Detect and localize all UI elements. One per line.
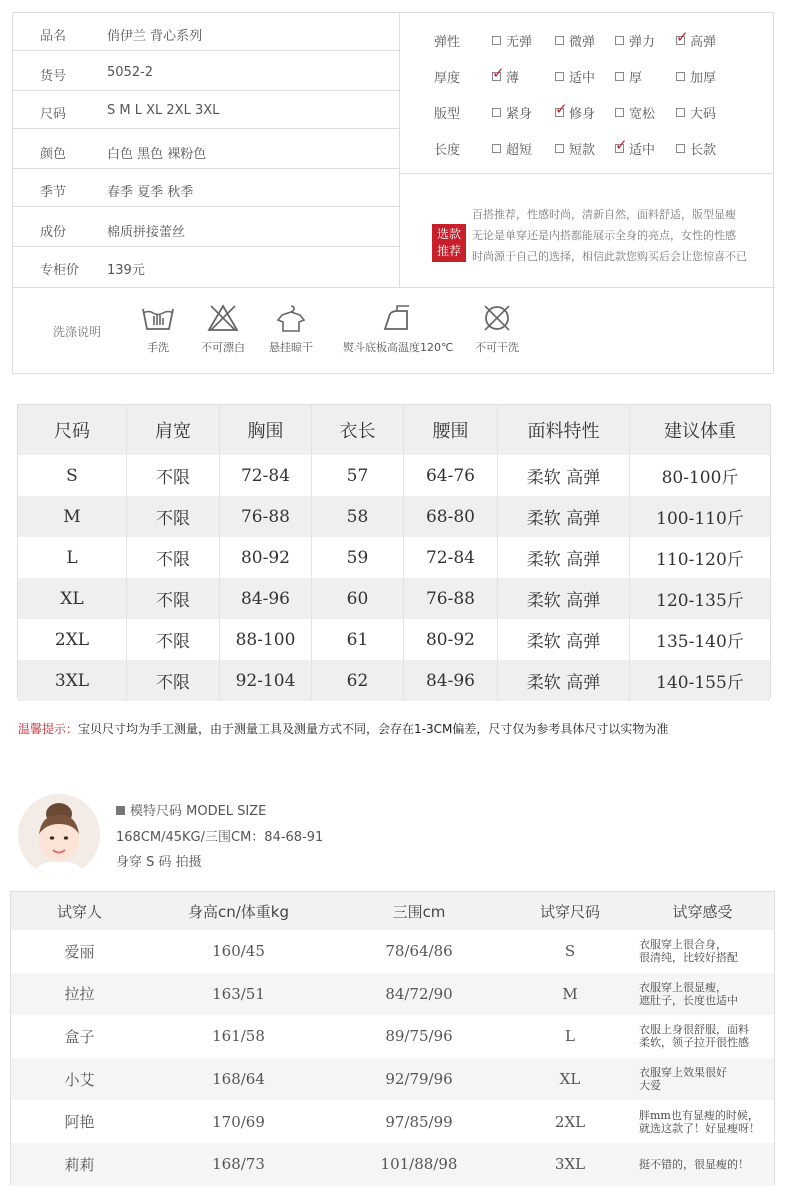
fit-feedback <box>631 1058 774 1101</box>
info-key: 季节 <box>40 185 67 200</box>
table-row <box>18 578 770 619</box>
table-row <box>18 496 770 537</box>
table-cell: 92-104 <box>220 660 312 701</box>
table-cell: 2XL <box>554 1112 586 1131</box>
table-cell: 161/58 <box>212 1027 265 1046</box>
model-shot-size: 身穿 S 码 拍摄 <box>116 855 202 870</box>
column-header: 肩宽 <box>127 405 220 455</box>
attribute-option <box>555 103 595 122</box>
table-cell: 柔软 高弹 <box>498 578 630 619</box>
attribute-key: 弹性 <box>434 35 461 50</box>
tip-text: 宝贝尺寸均为手工测量，由于测量工具及测量方式不同，会存在1-3CM偏差，尺寸仅为参考具体尺寸以实物为准 <box>78 722 669 736</box>
info-value: 春季 夏季 秋季 <box>107 185 194 200</box>
feedback-text <box>639 1023 749 1049</box>
table-cell: 72-84 <box>404 537 498 578</box>
info-key: 品名 <box>40 29 67 44</box>
column-header: 试穿人 <box>56 902 102 921</box>
attribute-option <box>555 67 595 86</box>
fit-feedback <box>631 973 774 1016</box>
option-label: 长款 <box>690 143 717 158</box>
table-cell: S <box>564 942 576 961</box>
table-row <box>11 1143 774 1186</box>
iron-icon <box>343 303 453 333</box>
wash-label: 手洗 <box>147 341 169 354</box>
table-cell: 59 <box>312 537 404 578</box>
checked-checkbox-icon <box>676 36 685 45</box>
checked-checkbox-icon <box>492 72 501 81</box>
table-cell: 莉莉 <box>64 1155 95 1174</box>
table-row <box>18 619 770 660</box>
checkbox-icon <box>555 72 564 81</box>
table-cell: 不限 <box>127 537 220 578</box>
table-row <box>18 455 770 496</box>
feedback-line: 很清纯，比较好搭配 <box>639 951 738 965</box>
table-cell: 76-88 <box>404 578 498 619</box>
no-bleach-icon <box>201 303 245 333</box>
info-row <box>13 91 399 129</box>
table-cell: 84-96 <box>220 578 312 619</box>
info-key: 货号 <box>40 69 67 84</box>
info-value: S M L XL 2XL 3XL <box>107 103 220 118</box>
table-cell: 140-155斤 <box>656 673 744 693</box>
column-header: 腰围 <box>404 405 498 455</box>
option-label: 高弹 <box>690 35 717 50</box>
hand-wash-icon <box>141 303 175 333</box>
table-cell: 170/69 <box>212 1112 265 1131</box>
table-cell: 163/51 <box>212 984 265 1003</box>
info-key: 专柜价 <box>40 263 80 278</box>
attribute-option <box>676 103 716 122</box>
checkbox-icon <box>676 108 685 117</box>
info-key: 尺码 <box>40 107 67 122</box>
recommend-badge: 选款 推荐 <box>432 224 466 262</box>
table-cell: M <box>562 984 578 1003</box>
checkbox-icon <box>615 36 624 45</box>
table-cell: 柔软 高弹 <box>498 619 630 660</box>
table-cell: 100-110斤 <box>656 509 744 529</box>
model-measurements: 168CM/45KG/三围CM：84-68-91 <box>116 830 324 845</box>
wash-label: 悬挂晾干 <box>269 341 313 354</box>
table-cell: 110-120斤 <box>656 550 744 570</box>
fit-feedback <box>631 1015 774 1058</box>
table-cell: 柔软 高弹 <box>498 660 630 701</box>
column-header: 衣长 <box>312 405 404 455</box>
info-row <box>13 247 399 285</box>
table-row <box>11 1015 774 1058</box>
option-label: 加厚 <box>690 71 717 86</box>
table-cell: 不限 <box>127 660 220 701</box>
attribute-key: 厚度 <box>434 71 461 86</box>
option-label: 短款 <box>569 143 596 158</box>
table-cell: 2XL <box>18 619 127 660</box>
attribute-option <box>615 103 655 122</box>
wash-item <box>475 303 519 355</box>
table-cell: 80-92 <box>220 537 312 578</box>
table-cell: L <box>565 1027 575 1046</box>
table-row <box>11 1058 774 1101</box>
table-cell: 80-100斤 <box>661 468 739 488</box>
table-cell: L <box>18 537 127 578</box>
info-value: 白色 黑色 裸粉色 <box>107 147 207 162</box>
wash-label: 不可干洗 <box>475 341 519 354</box>
table-cell: 135-140斤 <box>656 632 744 652</box>
table-cell: 101/88/98 <box>380 1155 458 1174</box>
info-row <box>13 131 399 169</box>
checkbox-icon <box>492 36 501 45</box>
feedback-line: 衣服穿上很合身， <box>639 938 727 952</box>
table-cell: 62 <box>312 660 404 701</box>
wash-item <box>141 303 175 355</box>
option-label: 薄 <box>506 71 520 86</box>
feedback-text <box>639 1109 760 1135</box>
attribute-option <box>676 139 716 158</box>
table-cell: 3XL <box>554 1155 586 1174</box>
table-cell: 168/73 <box>212 1155 265 1174</box>
checkbox-icon <box>492 144 501 153</box>
column-header: 胸围 <box>220 405 312 455</box>
feedback-line: 挺不错的，很显瘦的！ <box>639 1157 749 1171</box>
checkbox-icon <box>676 72 685 81</box>
attribute-key: 版型 <box>434 107 461 122</box>
table-header-row <box>11 892 774 930</box>
option-label: 宽松 <box>629 107 656 122</box>
info-key: 颜色 <box>40 147 67 162</box>
product-info-panel <box>12 12 774 374</box>
attribute-option <box>492 31 532 50</box>
column-header: 试穿感受 <box>672 902 733 921</box>
table-cell: 柔软 高弹 <box>498 455 630 496</box>
checkbox-icon <box>615 108 624 117</box>
checkbox-icon <box>615 72 624 81</box>
attribute-key: 长度 <box>434 143 461 158</box>
no-dry-clean-icon <box>475 303 519 333</box>
info-value: 棉质拼接蕾丝 <box>107 225 186 240</box>
table-cell: XL <box>559 1070 581 1089</box>
table-cell: 72-84 <box>220 455 312 496</box>
info-row <box>13 53 399 91</box>
table-cell: 84-96 <box>404 660 498 701</box>
attribute-row <box>400 139 774 175</box>
trial-fit-table <box>10 891 775 1185</box>
table-row <box>18 537 770 578</box>
attribute-option <box>492 67 519 86</box>
table-cell: 89/75/96 <box>385 1027 453 1046</box>
table-cell: 61 <box>312 619 404 660</box>
feedback-line: 衣服穿上效果很好 <box>639 1066 727 1080</box>
info-row <box>13 13 399 51</box>
recommend-box <box>400 173 774 287</box>
table-cell: 3XL <box>18 660 127 701</box>
fit-feedback <box>631 1143 774 1186</box>
wash-item <box>201 303 245 355</box>
option-label: 微弹 <box>569 35 596 50</box>
table-header-row <box>18 405 770 455</box>
table-cell: 92/79/96 <box>385 1070 453 1089</box>
feedback-text <box>639 1158 749 1171</box>
option-label: 适中 <box>629 143 656 158</box>
measurement-tip <box>18 720 668 737</box>
feedback-line: 就选这款了！好显瘦呀！ <box>639 1121 760 1135</box>
column-header: 身高cn/体重kg <box>187 902 290 921</box>
hang-dry-icon <box>269 303 313 333</box>
feedback-line: 柔软，领子拉开很性感 <box>639 1036 749 1050</box>
checkbox-icon <box>492 108 501 117</box>
table-cell: S <box>18 455 127 496</box>
checked-checkbox-icon <box>615 144 624 153</box>
table-cell: 不限 <box>127 619 220 660</box>
table-cell: 76-88 <box>220 496 312 537</box>
table-cell: 88-100 <box>220 619 312 660</box>
model-avatar <box>18 794 100 876</box>
table-cell: 60 <box>312 578 404 619</box>
table-cell: 64-76 <box>404 455 498 496</box>
table-cell: 小艾 <box>64 1070 95 1089</box>
checkbox-icon <box>555 36 564 45</box>
feedback-text <box>639 1066 727 1092</box>
table-row <box>11 973 774 1016</box>
attribute-row <box>400 67 774 103</box>
info-value: 俏伊兰 背心系列 <box>107 29 203 44</box>
table-cell: 58 <box>312 496 404 537</box>
option-label: 紧身 <box>506 107 533 122</box>
feedback-line: 衣服上身很舒服，面料 <box>639 1023 749 1037</box>
table-cell: 120-135斤 <box>656 591 744 611</box>
attribute-option <box>615 67 642 86</box>
attribute-option <box>555 139 595 158</box>
wash-item <box>269 303 313 355</box>
checked-checkbox-icon <box>555 108 564 117</box>
size-chart-table <box>17 404 771 698</box>
column-header: 三围cm <box>392 902 446 921</box>
table-cell: 爱丽 <box>64 942 95 961</box>
column-header: 建议体重 <box>664 421 736 442</box>
table-cell: 168/64 <box>212 1070 265 1089</box>
feedback-line: 胖mm也有显瘦的时候， <box>639 1108 759 1122</box>
option-label: 厚 <box>629 71 643 86</box>
table-cell: 盒子 <box>64 1027 95 1046</box>
attribute-option <box>615 139 655 158</box>
table-row <box>11 930 774 973</box>
option-label: 适中 <box>569 71 596 86</box>
table-cell: 80-92 <box>404 619 498 660</box>
feedback-line: 衣服穿上很显瘦， <box>639 980 727 994</box>
table-cell: 160/45 <box>212 942 265 961</box>
divider <box>13 287 775 288</box>
table-cell: 68-80 <box>404 496 498 537</box>
table-row <box>18 660 770 701</box>
column-header: 试穿尺码 <box>539 902 600 921</box>
table-cell: 拉拉 <box>64 985 95 1004</box>
wash-instructions-label: 洗涤说明 <box>53 325 102 339</box>
model-size-title: 模特尺码 MODEL SIZE <box>116 800 266 819</box>
table-cell: 78/64/86 <box>385 942 453 961</box>
feedback-line: 大爱 <box>639 1079 661 1093</box>
table-cell: XL <box>18 578 127 619</box>
feedback-text <box>639 981 738 1007</box>
info-row <box>13 169 399 207</box>
info-value: 5052-2 <box>107 65 154 80</box>
info-row <box>13 209 399 247</box>
attribute-row <box>400 103 774 139</box>
tip-label: 温馨提示： <box>18 722 79 736</box>
attribute-option <box>615 31 655 50</box>
checkbox-icon <box>676 144 685 153</box>
table-cell: 不限 <box>127 496 220 537</box>
recommend-text: 百搭推荐，性感时尚，清新自然，面料舒适，版型显瘦 无论是单穿还是内搭都能展示全身的亮点，女性的性感 时尚源于自己的选择，相信此款您购买后会让您惊喜不已 <box>472 208 747 263</box>
table-cell: 柔软 高弹 <box>498 537 630 578</box>
option-label: 无弹 <box>506 35 533 50</box>
attribute-option <box>492 103 532 122</box>
fit-feedback <box>631 1100 774 1143</box>
square-bullet-icon <box>116 806 125 815</box>
attribute-option <box>555 31 595 50</box>
feedback-text <box>639 938 738 964</box>
attribute-option <box>676 67 716 86</box>
table-cell: M <box>18 496 127 537</box>
wash-item <box>343 303 453 355</box>
attribute-option <box>676 31 716 50</box>
table-cell: 不限 <box>127 455 220 496</box>
column-header: 面料特性 <box>498 405 630 455</box>
option-label: 超短 <box>506 143 533 158</box>
attribute-option <box>492 139 532 158</box>
option-label: 大码 <box>690 107 717 122</box>
attribute-row <box>400 31 774 67</box>
table-cell: 柔软 高弹 <box>498 496 630 537</box>
table-cell: 阿艳 <box>64 1113 95 1132</box>
column-header: 尺码 <box>18 405 127 455</box>
wash-label: 熨斗底板高温度120℃ <box>343 341 454 354</box>
table-cell: 97/85/99 <box>385 1112 453 1131</box>
option-label: 弹力 <box>629 35 656 50</box>
option-label: 修身 <box>569 107 596 122</box>
table-row <box>11 1100 774 1143</box>
feedback-line: 遮肚子，长度也适中 <box>639 993 738 1007</box>
wash-label: 不可漂白 <box>201 341 245 354</box>
table-cell: 不限 <box>127 578 220 619</box>
table-cell: 57 <box>312 455 404 496</box>
info-value: 139元 <box>107 263 145 278</box>
checkbox-icon <box>555 144 564 153</box>
fit-feedback <box>631 930 774 973</box>
info-key: 成份 <box>40 225 67 240</box>
table-cell: 84/72/90 <box>385 984 453 1003</box>
